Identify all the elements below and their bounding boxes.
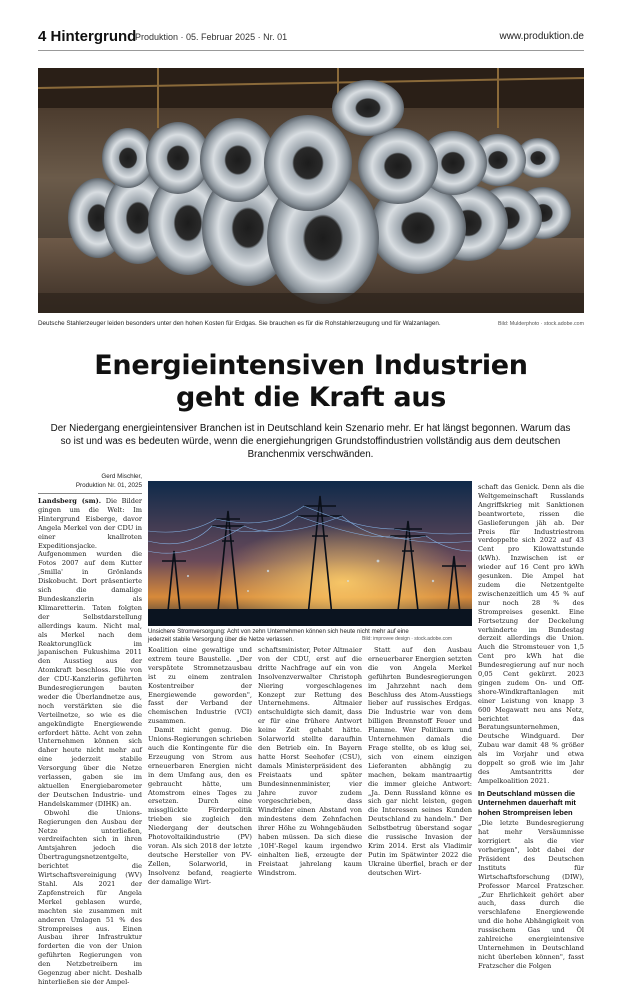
- byline-rule: [38, 493, 142, 494]
- author-name: Gerd Mischler,: [101, 473, 142, 480]
- intertitle: In Deutschland müssen die Unternehmen dauerhaft mit hohen Strompreisen leben: [478, 788, 576, 817]
- paragraph: Statt auf den Ausbau erneuerbarer Energien setzten die von Angela Merkel geführten Bundesregierungen im Jahrzehnt nach dem Beschluss des Atom-Ausstiegs lieber auf russisches Erdgas. Die Industrie war von dem billigen Brennstoff Feuer und Flamme. Wer Politikern und Unternehmen damals die Frage stellte, ob es klug sei, sich von einem einzigen Lieferanten abhängig zu machen, bekam mantraartig die immer gleiche Antwort: „Ja. Denn Russland könne es sich gar nicht leisten, gegen die Interessen seines Kunden Deutschland zu handeln." Der Selbstbetrug überstand sogar die russische Invasion der Krim 2014. Erst als Vladimir Putin im Spätwinter 2022 die Ukraine überfiel, brach er der deutschen Wirt-: [368, 646, 472, 877]
- paragraph: Obwohl die Unions-Regierungen den Ausbau der Netze unterließen, verdreifachten sich in ihren Amtsjahren jedoch die Übertragungsnetzentgelte, berichtet die Wirtschaftsvereinigung (WV) Stahl. Als 2021 der Zapfenstreich für Angela Merkel geblasen wurde, machten sie zusammen mit anderen Umlagen 51 % des Strompreises aus. Einen Ausbau ihrer Infrastruktur forderten die von der Union geführten Regierungen von den Netzbetreibern im Gegenzug aber nicht. Deshalb hinterließen sie der Ampel-: [38, 808, 142, 986]
- paragraph: Damit nicht genug. Die Unions-Regierungen schrieben auch die Kontingente für die Erzeugung von Strom aus erneuerbaren Energien nicht in dem Umfang aus, den es gebraucht hätte, um Atomstrom eines Tages zu ersetzen. Durch eine missglückte Förderpolitik trieben sie zugleich den Niedergang der deutschen Photovoltaikindustrie (PV) voran. Als sich 2018 der letzte deutsche Hersteller von PV-Zellen, Solarworld, in Insolvenz befand, reagierte der damalige Wirt-: [148, 726, 252, 886]
- figure-credit: Bild: improvee design · stock.adobe.com: [362, 636, 453, 642]
- section-title: 4 Hintergrund: [38, 28, 137, 45]
- figure-caption: Unsichere Stromversorgung: Acht von zehn Unternehmen können sich heute nicht mehr auf eine jederzeit stabile Versorgung über die Netze verlassen.: [148, 628, 409, 643]
- location-tag: Landsberg (sm).: [38, 497, 102, 505]
- hero-caption: Deutsche Stahlerzeuger leiden besonders unter den hohen Kosten für Erdgas. Sie brauchen es für die Rohstahlerzeugung und für Walzanlagen.: [38, 320, 441, 327]
- power-lines-image: [148, 481, 472, 626]
- paragraph: schaft das Genick. Denn als die Weltgemeinschaft Russlands Angriffskrieg mit Sanktionen beantwortete, rissen die Gaslieferungen jäh ab. Der Preis für Industriestrom verdoppelte sich 2022 auf 43 Cent pro Kilowattstunde (kWh). Inzwischen ist er wieder auf 16 Cent pro kWh gesunken. Die Ampel hat zudem die Netzentgelte zwischenzeitlich um 45 % auf nur noch 28 % des Strompreises gesenkt. Eine Fortsetzung der Deckelung verhinderte im Bundestag derzeit allerdings die Union. Auch die Stromsteuer von 1,5 Cent pro kWh hat die Bundesregierung auf nur noch 0,05 Cent gekürzt. 2023 gingen zudem On- und Off-shore-Windkraftanlagen mit einer Leistung von knapp 3 600 Megawatt neu ans Netz, berichtet das Beratungsunternehmen, Deutsche Windguard. Der Zubau war damit 48 % größer als im Vorjahr und etwa doppelt so groß wie im Jahr des Amtsantritts der Ampelkoalition 2021.: [478, 483, 584, 785]
- issue-meta: Produktion · 05. Februar 2025 · Nr. 01: [135, 32, 288, 42]
- author-issue: Produktion Nr. 01, 2025: [75, 482, 142, 489]
- paragraph: Landsberg (sm). Die Bilder gingen um die Welt: Im Hintergrund Eisberge, davor Angela Merkel von der CDU in einer knallroten Expeditionsjacke. Aufgenommen wurden die Fotos 2007 auf dem Kutter ‚Smilla' in Grönlands Diskobucht. Dort präsentierte sich die damalige Bundeskanzlerin als Klimaretterin. Taten folgten der Selbstdarstellung allerdings kaum. Nicht mal, als Merkel nach dem Reaktorunglück im japanischen Fukushima 2011 den Ausstieg aus der Atomkraft beschloss. Die von der CDU-Kanzlerin geführten Bundesregierungen bauten weder die Überlandnetze aus, noch verstärkten sie die Verteilnetze, so wie es die angekündigte Energiewende erfordert hätte. Acht von zehn Unternehmen können sich daher heute nicht mehr auf eine jederzeit stabile Versorgung über die Netze verlassen, gaben sie im aktuellen Energiebarometer der Deutschen Industrie- und Handelskammer (DIHK) an.: [38, 497, 142, 808]
- headline: [38, 350, 584, 414]
- article-column-5: [478, 483, 584, 971]
- header-rule: [38, 50, 584, 51]
- article-column-2: [148, 646, 252, 886]
- hero-image-steel-coils: [38, 68, 584, 313]
- hero-credit: Bild: Mulderphoto · stock.adobe.com: [498, 321, 584, 327]
- byline: [38, 472, 142, 490]
- article-column-3: [258, 646, 362, 878]
- headline-line-2: geht die Kraft aus: [175, 382, 447, 413]
- headline-line-1: Energieintensiven Industrien: [94, 350, 528, 381]
- website-link[interactable]: www.produktion.de: [499, 31, 584, 42]
- paragraph: „Die letzte Bundesregierung hat mehr Versäumnisse korrigiert als die vier vorherigen", lobt dabei der Präsident des Deutschen Instituts für Wirtschaftsforschung (DIW), Professor Marcel Fratzscher. „Zur Ehrlichkeit gehört aber auch, dass durch die verschlafene Energiewende und die hohe Abhängigkeit von russischem Gas und Öl zahlreiche energieintensive Unternehmen in Deutschland nicht überleben können", fasst Fratzscher die Folgen: [478, 819, 584, 970]
- article-column-4: [368, 646, 472, 878]
- paragraph: schaftsminister, Peter Altmaier von der CDU, erst auf die dritte Nachfrage auf ein von Insolvenzverwalter Christoph Niering vorgeschlagenes Konzept zur Rettung des Unternehmens. Altmaier entschuldigte sich damit, dass er für eine frühere Antwort keine Zeit gehabt hätte. Solarworld stellte daraufhin den Betrieb ein. In Bayern hatte Horst Seehofer (CSU), damals Ministerpräsident des Freistaats und später Bundesinnenminister, vier Jahre zuvor zudem vorgeschrieben, dass Windräder einen Abstand von mindestens dem Zehnfachen ihrer Höhe zu Wohngebäuden haben müssen. Da sich diese ‚10H'-Regel kaum irgendwo einhalten ließ, erzeugte der Freistaat jahrelang kaum Windstrom.: [258, 646, 362, 877]
- subheadline: Der Niedergang energieintensiver Branchen ist in Deutschland kein Szenario mehr. Er hat längst begonnen. Warum das so ist und was es bedeuten würde, wenn die energiehungrigen Grundstoffindustrien vollständig aus dem deutschen Branchenmix verschwänden.: [50, 423, 571, 460]
- page-header: [38, 28, 584, 50]
- paragraph: Koalition eine gewaltige und extrem teure Baustelle. „Der verspätete Stromnetzausbau ist zu einem zentralen Kostentreiber der Energiewende geworden", fasst der Verband der chemischen Industrie (VCI) zusammen.: [148, 646, 252, 726]
- article-column-1: [38, 497, 142, 987]
